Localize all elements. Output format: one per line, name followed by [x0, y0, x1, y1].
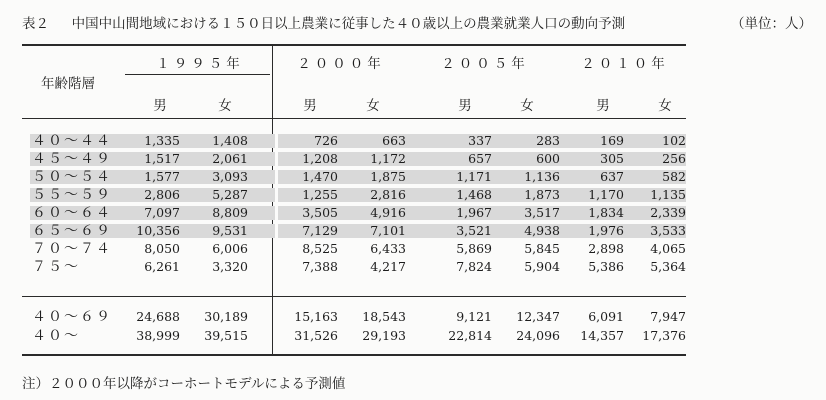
table-cell: 663	[382, 133, 406, 148]
table-cell: 17,376	[642, 328, 686, 343]
table-cell: 283	[536, 133, 560, 148]
table-unit: （単位：人）	[731, 16, 812, 32]
bottom-rule	[22, 354, 686, 356]
table-cell: 2,806	[144, 187, 180, 202]
table-cell: 3,517	[524, 205, 560, 220]
table-cell: 3,533	[650, 223, 686, 238]
year-header-2000: ２０００年	[297, 56, 385, 72]
table-cell: 8,525	[302, 241, 338, 256]
age-group-label: ４０～４４	[32, 133, 112, 149]
table-cell: 31,526	[294, 328, 338, 343]
table-cell: 2,898	[588, 241, 624, 256]
table-number: 表２	[22, 16, 49, 32]
table-cell: 337	[468, 133, 492, 148]
table-cell: 12,347	[516, 309, 560, 324]
age-group-label: ７５～	[32, 259, 80, 275]
age-group-label: ４０～	[32, 328, 80, 344]
year-header-2005: ２００５年	[441, 56, 529, 72]
table-cell: 5,845	[524, 241, 560, 256]
table-cell: 256	[662, 151, 686, 166]
table-cell: 305	[600, 151, 624, 166]
table-cell: 1,170	[588, 187, 624, 202]
table-cell: 1,517	[144, 151, 180, 166]
age-group-label: ４５～４９	[32, 151, 112, 167]
table-cell: 2,061	[212, 151, 248, 166]
table-cell: 3,521	[456, 223, 492, 238]
table-cell: 4,065	[650, 241, 686, 256]
table-cell: 657	[468, 151, 492, 166]
table-cell: 1,172	[370, 151, 406, 166]
age-group-label: ７０～７４	[32, 241, 112, 257]
table-cell: 1,967	[456, 205, 492, 220]
age-group-label: ６５～６９	[32, 223, 112, 239]
table-cell: 7,129	[302, 223, 338, 238]
table-cell: 9,531	[212, 223, 248, 238]
table-cell: 4,916	[370, 205, 406, 220]
year-header-2010: ２０１０年	[581, 56, 669, 72]
table-cell: 6,006	[212, 241, 248, 256]
table-cell: 8,050	[144, 241, 180, 256]
table-cell: 15,163	[294, 309, 338, 324]
table-cell: 2,339	[650, 205, 686, 220]
table-cell: 1,408	[212, 133, 248, 148]
footnote: 注）２０００年以降がコーホートモデルによる予測値	[22, 376, 346, 392]
year-underline-1995	[125, 74, 270, 75]
table-cell: 1,468	[456, 187, 492, 202]
table-cell: 7,101	[370, 223, 406, 238]
table-cell: 24,096	[516, 328, 560, 343]
table-cell: 7,824	[456, 259, 492, 274]
table-cell: 1,136	[524, 169, 560, 184]
table-cell: 5,904	[524, 259, 560, 274]
table-cell: 14,357	[580, 328, 624, 343]
age-group-label: ５０～５４	[32, 169, 112, 185]
header-bottom-rule	[22, 118, 686, 119]
table-cell: 30,189	[204, 309, 248, 324]
table-cell: 2,816	[370, 187, 406, 202]
table-cell: 1,135	[650, 187, 686, 202]
table-cell: 7,947	[650, 309, 686, 324]
table-caption	[22, 12, 812, 32]
female-header: 女	[218, 98, 232, 114]
table-cell: 6,091	[588, 309, 624, 324]
table-cell: 22,814	[448, 328, 492, 343]
table-cell: 1,577	[144, 169, 180, 184]
table-cell: 1,208	[302, 151, 338, 166]
table-cell: 637	[600, 169, 624, 184]
table-cell: 3,093	[212, 169, 248, 184]
table-cell: 1,335	[144, 133, 180, 148]
table-title: 中国中山間地域における１５０日以上農業に従事した４０歳以上の農業就業人口の動向予測	[71, 16, 626, 32]
table-cell: 4,217	[370, 259, 406, 274]
table-cell: 1,873	[524, 187, 560, 202]
male-header: 男	[596, 98, 610, 114]
totals-rule	[22, 296, 686, 297]
table-cell: 726	[314, 133, 338, 148]
table-cell: 5,386	[588, 259, 624, 274]
top-rule	[22, 44, 686, 46]
table-cell: 24,688	[136, 309, 180, 324]
table-cell: 7,097	[144, 205, 180, 220]
age-group-label: ５５～５９	[32, 187, 112, 203]
table-cell: 4,938	[524, 223, 560, 238]
table-cell: 6,433	[370, 241, 406, 256]
table-cell: 600	[536, 151, 560, 166]
table-cell: 5,364	[650, 259, 686, 274]
female-header: 女	[520, 98, 534, 114]
table-cell: 38,999	[136, 328, 180, 343]
table-cell: 1,834	[588, 205, 624, 220]
age-group-label: ４０～６９	[32, 309, 112, 325]
table-cell: 10,356	[136, 223, 180, 238]
table-cell: 1,171	[456, 169, 492, 184]
male-header: 男	[303, 98, 317, 114]
female-header: 女	[658, 98, 672, 114]
male-header: 男	[458, 98, 472, 114]
table-cell: 169	[600, 133, 624, 148]
age-group-label: ６０～６４	[32, 205, 112, 221]
table-cell: 5,287	[212, 187, 248, 202]
table-cell: 1,470	[302, 169, 338, 184]
table-cell: 1,976	[588, 223, 624, 238]
table-cell: 3,505	[302, 205, 338, 220]
table-cell: 7,388	[302, 259, 338, 274]
table-cell: 39,515	[204, 328, 248, 343]
table-cell: 3,320	[212, 259, 248, 274]
table-cell: 102	[662, 133, 686, 148]
table-cell: 29,193	[362, 328, 406, 343]
female-header: 女	[366, 98, 380, 114]
table-cell: 1,875	[370, 169, 406, 184]
year-header-1995: １９９５年	[156, 56, 244, 72]
table-cell: 18,543	[362, 309, 406, 324]
table-cell: 582	[662, 169, 686, 184]
table-cell: 1,255	[302, 187, 338, 202]
table-cell: 8,809	[212, 205, 248, 220]
male-header: 男	[153, 98, 167, 114]
age-group-header: 年齢階層	[41, 76, 95, 92]
table-cell: 5,869	[456, 241, 492, 256]
table-cell: 9,121	[456, 309, 492, 324]
table-cell: 6,261	[144, 259, 180, 274]
